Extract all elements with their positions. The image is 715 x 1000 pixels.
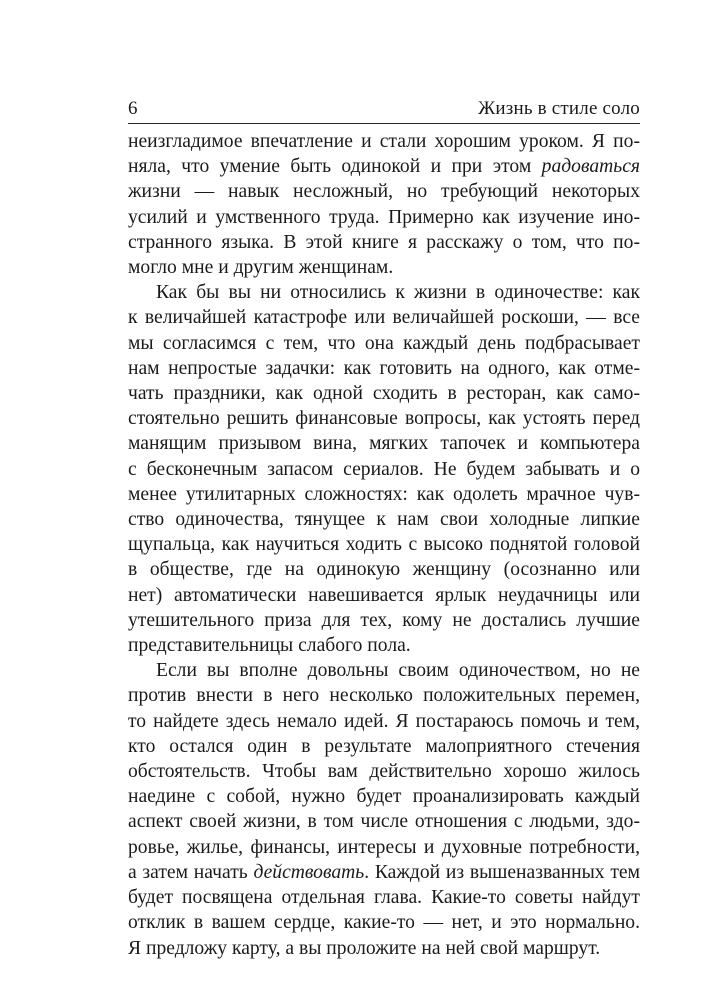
- text-run: щупальца, как научиться ходить с высоко поднятой головой: [128, 534, 640, 556]
- text-run: к величайшей катастрофе или величайшей роскоши, — все: [128, 307, 640, 329]
- text-line: [128, 583, 640, 608]
- text-run: представительницы слабого пола.: [128, 635, 411, 657]
- text-line: [128, 557, 640, 582]
- text-line: [128, 759, 640, 784]
- text-run: кто остался один в результате малоприятного стечения: [128, 735, 640, 757]
- text-line: [128, 431, 640, 456]
- text-line: [128, 305, 640, 330]
- text-line: [128, 658, 640, 683]
- paragraph: [128, 280, 640, 658]
- text-run: чать праздники, как одной сходить в ресторан, как само-: [128, 383, 640, 405]
- text-run: мы согласимся с тем, что она каждый день подбрасывает: [128, 332, 640, 354]
- text-run: . Каждой из вышеназванных тем: [364, 861, 640, 883]
- text-run: отклик в вашем сердце, какие-то — нет, и это нормально.: [128, 912, 640, 934]
- text-line: [128, 885, 640, 910]
- text-line: [128, 835, 640, 860]
- text-line: [128, 936, 640, 961]
- text-run: ство одиночества, тянущее к нам свои холодные липкие: [128, 509, 640, 531]
- text-line: [128, 482, 640, 507]
- text-run: неизгладимое впечатление и стали хорошим уроком. Я по-: [128, 131, 640, 152]
- text-run: то найдете здесь немало идей. Я постараюсь помочь и тем,: [128, 710, 640, 732]
- text-line: [128, 280, 640, 305]
- text-run: нет) автоматически навешивается ярлык неудачницы или: [128, 584, 640, 606]
- text-line: [128, 734, 640, 759]
- text-run: нам непростые задачки: как готовить на одного, как отме-: [128, 357, 640, 379]
- paragraph: [128, 658, 640, 960]
- text-line: [128, 406, 640, 431]
- text-line: [128, 356, 640, 381]
- text-run: а затем начать: [128, 861, 254, 883]
- text-line: [128, 331, 640, 356]
- text-line: [128, 633, 640, 658]
- text-run: утешительного приза для тех, кому не достались лучшие: [128, 609, 640, 631]
- header-rule: [128, 123, 640, 124]
- text-run: в обществе, где на одинокую женщину (осознанно или: [128, 559, 640, 581]
- text-run: могло мне и другим женщинам.: [128, 257, 394, 279]
- page-number: 6: [128, 98, 138, 119]
- text-run: будет посвящена отдельная глава. Какие-то советы найдут: [128, 887, 640, 909]
- text-run: Если вы вполне довольны своим одиночеством, но не: [156, 660, 640, 682]
- text-run: обстоятельств. Чтобы вам действительно хорошо жилось: [128, 761, 640, 783]
- text-run: стоятельно решить финансовые вопросы, как устоять перед: [128, 408, 640, 430]
- text-line: [128, 154, 640, 179]
- text-run: против внести в него несколько положительных перемен,: [128, 685, 640, 707]
- text-run: Как бы вы ни относились к жизни в одиночестве: как: [156, 282, 640, 304]
- running-title: Жизнь в стиле соло: [478, 98, 640, 119]
- page-header: [128, 96, 640, 122]
- text-line: [128, 255, 640, 280]
- italic-emphasis: действовать: [253, 861, 365, 883]
- text-run: менее утилитарных сложностях: как одолеть мрачное чув-: [128, 483, 640, 505]
- text-line: [128, 784, 640, 809]
- text-run: наедине с собой, нужно будет проанализировать каждый: [128, 786, 640, 808]
- text-run: аспект своей жизни, в том числе отношения с людьми, здо-: [128, 811, 640, 833]
- text-line: [128, 457, 640, 482]
- text-run: жизни — навык несложный, но требующий некоторых: [128, 181, 640, 203]
- paragraph: [128, 129, 640, 280]
- text-line: [128, 910, 640, 935]
- text-line: [128, 860, 640, 885]
- text-line: [128, 507, 640, 532]
- text-line: [128, 709, 640, 734]
- text-line: [128, 532, 640, 557]
- text-line: [128, 381, 640, 406]
- text-run: странного языка. В этой книге я расскажу о том, что по-: [128, 231, 640, 253]
- italic-emphasis: радоваться: [541, 156, 640, 178]
- text-line: [128, 809, 640, 834]
- text-run: Я предложу карту, а вы проложите на ней свой маршрут.: [128, 937, 601, 959]
- text-line: [128, 230, 640, 255]
- body-text: [128, 129, 640, 961]
- text-line: [128, 129, 640, 154]
- text-run: усилий и умственного труда. Примерно как изучение ино-: [128, 206, 640, 228]
- text-line: [128, 205, 640, 230]
- text-line: [128, 608, 640, 633]
- text-run: няла, что умение быть одинокой и при этом: [128, 156, 542, 178]
- text-line: [128, 683, 640, 708]
- text-run: манящим призывом вина, мягких тапочек и компьютера: [128, 433, 640, 455]
- text-run: с бесконечным запасом сериалов. Не будем забывать и о: [128, 458, 640, 480]
- text-run: ровье, жилье, финансы, интересы и духовные потребности,: [128, 836, 640, 858]
- text-line: [128, 179, 640, 204]
